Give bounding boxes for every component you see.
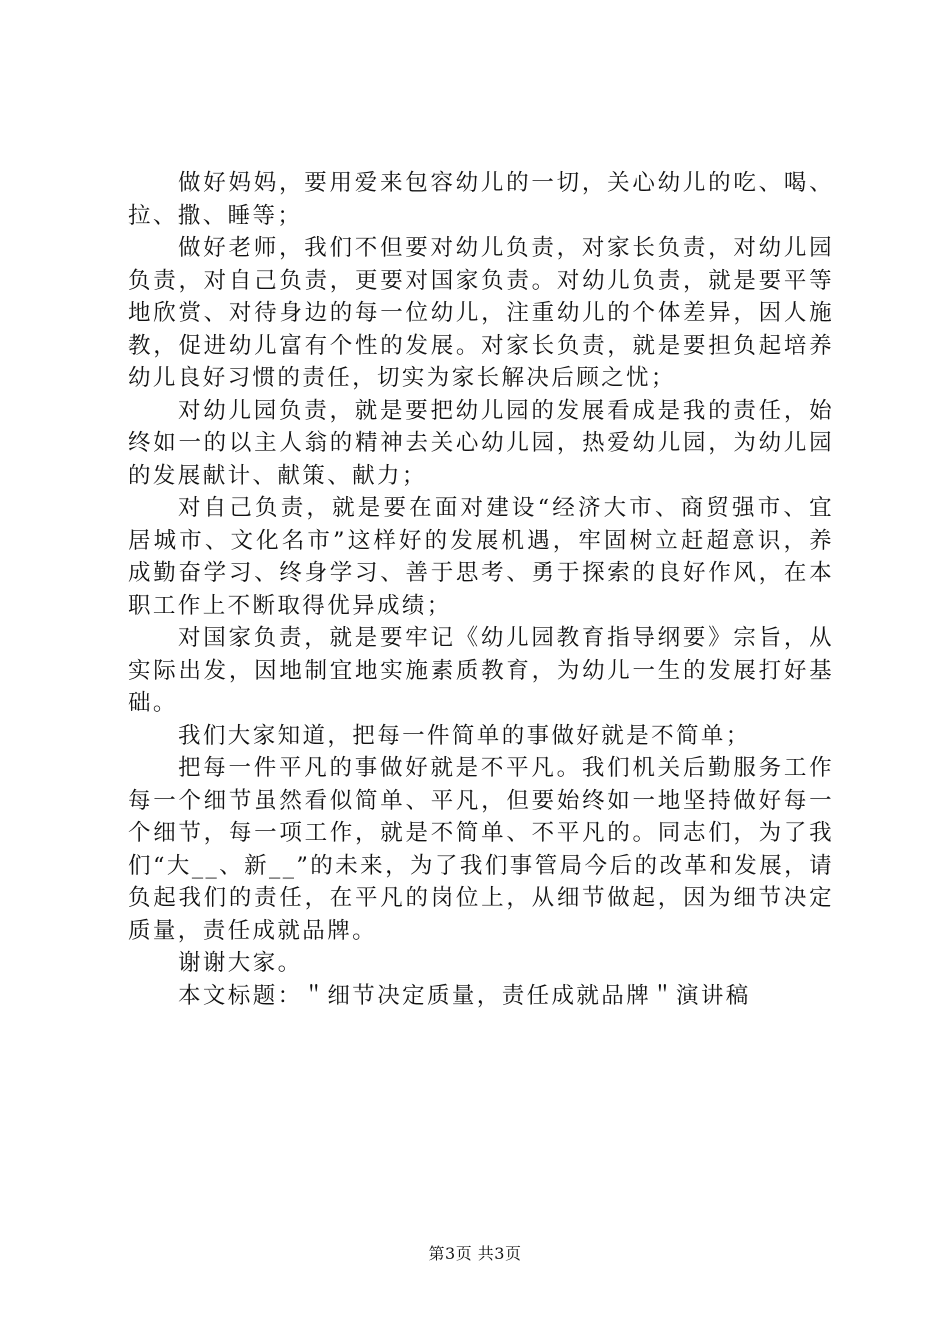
paragraph-simple: 我们大家知道，把每一件简单的事做好就是不简单； <box>178 722 751 749</box>
paragraph-teacher: 做好老师，我们不但要对幼儿负责，对家长负责，对幼儿园负责，对自己负责，更要对国家负责。对幼儿负责，就是要平等地欣赏、对待身边的每一位幼儿，注重幼儿的个体差异，因人施教，促进幼儿富有个性的发展。对家长负责，就是要担负起培养幼儿良好习惯的责任，切实为家长解决后顾之忧； <box>128 235 834 391</box>
paragraph-mom: 做好妈妈，要用爱来包容幼儿的一切，关心幼儿的吃、喝、拉、撒、睡等； <box>128 170 834 229</box>
document-body <box>128 167 834 1012</box>
paragraph-kindergarten: 对幼儿园负责，就是要把幼儿园的发展看成是我的责任，始终如一的以主人翁的精神去关心幼儿园，热爱幼儿园，为幼儿园的发展献计、献策、献力； <box>128 397 834 489</box>
page-number-footer: 第3页 共3页 <box>428 1244 522 1263</box>
paragraph-thanks: 谢谢大家。 <box>178 950 303 976</box>
paragraph-ordinary: 把每一件平凡的事做好就是不平凡。我们机关后勤服务工作每一个细节虽然看似简单、平凡，但要始终如一地坚持做好每一个细节，每一项工作，就是不简单、不平凡的。同志们，为了我们“大__、新__”的未来，为了我们事管局今后的改革和发展，请负起我们的责任，在平凡的岗位上，从细节做起，因为细节决定质量，责任成就品牌。 <box>128 755 834 944</box>
paragraph-title-note: 本文标题：＂细节决定质量，责任成就品牌＂演讲稿 <box>178 982 751 1009</box>
paragraph-country: 对国家负责，就是要牢记《幼儿园教育指导纲要》宗旨，从实际出发，因地制宜地实施素质教育，为幼儿一生的发展打好基础。 <box>128 625 834 716</box>
paragraph-self: 对自己负责，就是要在面对建设“经济大市、商贸强市、宜居城市、文化名市”这样好的发展机遇，牢固树立赶超意识，养成勤奋学习、终身学习、善于思考、勇于探索的良好作风，在本职工作上不断取得优异成绩； <box>128 495 834 619</box>
